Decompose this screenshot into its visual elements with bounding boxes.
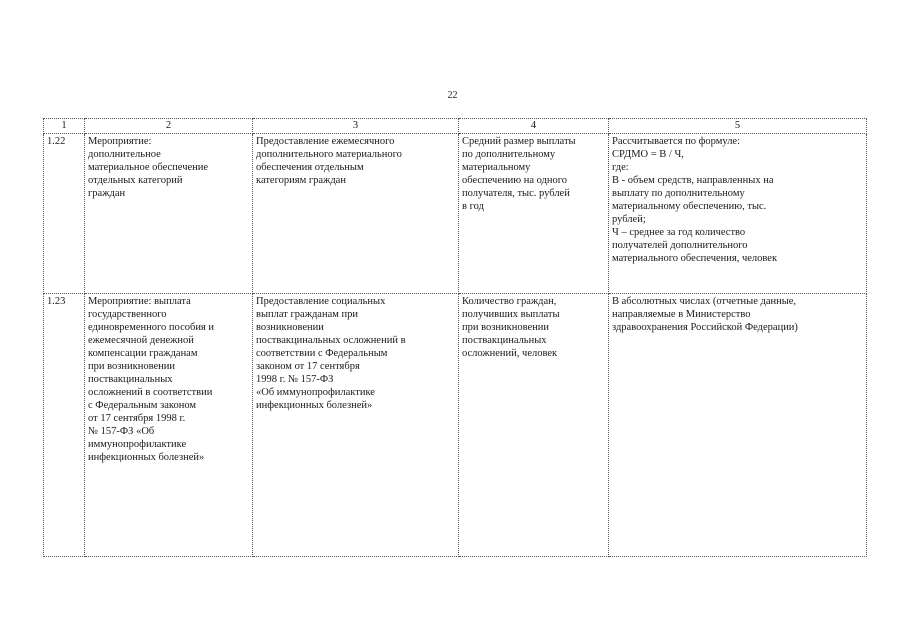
cell-text-line: здравоохранения Российской Федерации) [612,322,798,333]
column-header: 3 [253,119,459,134]
cell-text-line: поствакцинальных [88,374,173,385]
cell-text-line: выплат гражданам при [256,309,358,320]
cell-text-line: Средний размер выплаты [462,136,576,147]
column-header: 5 [609,119,867,134]
table-cell-c3 [253,294,459,557]
cell-text-line: «Об иммунопрофилактике [256,387,375,398]
table-header-row [44,119,867,134]
cell-text-line: при возникновении [462,322,550,333]
cell-text-line: соответствии с Федеральным [256,348,388,359]
cell-text-line: получателя, тыс. рублей [462,188,570,199]
cell-text-line: направляемые в Министерство [612,309,751,320]
cell-text-line: по дополнительному [462,149,556,160]
cell-text-line: в год [462,201,484,212]
column-header: 1 [44,119,85,134]
cell-text-line: осложнений, человек [462,348,558,359]
cell-text-line: В - объем средств, направленных на [612,175,774,186]
cell-text-line: 1998 г. № 157-ФЗ [256,374,334,385]
cell-text-line: Предоставление ежемесячного [256,136,395,147]
cell-text-line: получивших выплаты [462,309,560,320]
table-cell-c5 [609,294,867,557]
table-cell-c2 [85,294,253,557]
cell-text-line: законом от 17 сентября [256,361,360,372]
cell-text-line: возникновении [256,322,324,333]
table-cell-c5 [609,134,867,294]
cell-text-line: Предоставление социальных [256,296,386,307]
cell-text-line: отдельных категорий [88,175,183,186]
cell-text-line: материального обеспечения, человек [612,253,778,264]
cell-text-line: при возникновении [88,361,176,372]
cell-text-line: где: [612,162,629,173]
cell-text-line: с Федеральным законом [88,400,197,411]
cell-text-line: поствакцинальных осложнений в [256,335,406,346]
cell-text-line: ежемесячной денежной [88,335,194,346]
cell-text-line: № 157-ФЗ «Об [88,426,155,437]
cell-text-line: выплату по дополнительному [612,188,745,199]
cell-text-line: Мероприятие: [88,136,152,147]
column-header: 4 [459,119,609,134]
cell-text-line: иммунопрофилактике [88,439,187,450]
cell-text-line: СРДМО = В / Ч, [612,149,684,160]
cell-text-line: осложнений в соответствии [88,387,213,398]
table-cell-c3 [253,134,459,294]
table-row [44,134,867,294]
table-row [44,294,867,557]
cell-text-line: дополнительного материального [256,149,402,160]
cell-text-line: получателей дополнительного [612,240,748,251]
cell-text-line: материальному обеспечению, тыс. [612,201,767,212]
cell-text-line: Мероприятие: выплата [88,296,191,307]
cell-text-line: материальное обеспечение [88,162,209,173]
page-number: 22 [447,90,458,101]
cell-text-line: инфекционных болезней» [256,400,373,411]
cell-text-line: инфекционных болезней» [88,452,205,463]
row-number: 1.23 [44,294,85,557]
cell-text-line: Ч – среднее за год количество [612,227,746,238]
cell-text-line: В абсолютных числах (отчетные данные, [612,296,797,307]
cell-text-line: обеспечения отдельным [256,162,364,173]
cell-text-line: компенсации гражданам [88,348,198,359]
cell-text-line: рублей; [612,214,646,225]
row-number: 1.22 [44,134,85,294]
cell-text-line: категориям граждан [256,175,346,186]
cell-text-line: единовременного пособия и [88,322,215,333]
table-cell-c2 [85,134,253,294]
cell-text-line: государственного [88,309,167,320]
cell-text-line: материальному [462,162,531,173]
cell-text-line: Рассчитывается по формуле: [612,136,741,147]
cell-text-line: обеспечению на одного [462,175,568,186]
cell-text-line: дополнительное [88,149,161,160]
table-cell-c4 [459,134,609,294]
cell-text-line: Количество граждан, [462,296,557,307]
cell-text-line: граждан [88,188,126,199]
cell-text-line: поствакцинальных [462,335,547,346]
indicator-table [43,118,867,557]
table-cell-c4 [459,294,609,557]
column-header: 2 [85,119,253,134]
cell-text-line: от 17 сентября 1998 г. [88,413,186,424]
